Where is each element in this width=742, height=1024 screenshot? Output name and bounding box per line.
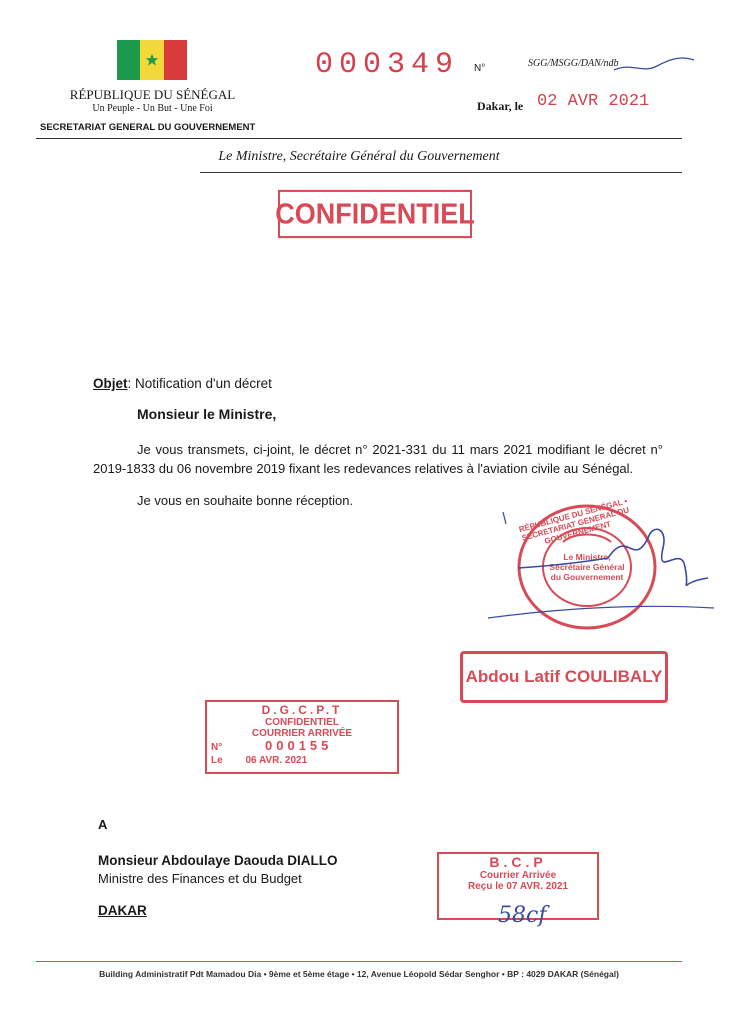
arrival-date-value: 06 AVR. 2021 xyxy=(245,755,308,766)
arrival-stamp-line-1: D.G.C.P.T xyxy=(261,703,343,717)
salutation: Monsieur le Ministre, xyxy=(137,406,277,422)
arrival-stamp-number xyxy=(211,739,397,755)
star-icon xyxy=(145,53,159,67)
date-stamp: 02 AVR 2021 xyxy=(537,92,650,111)
recipient-title: Ministre des Finances et du Budget xyxy=(98,871,302,886)
recipient-city: DAKAR xyxy=(98,903,147,918)
arrival-date-label: Le xyxy=(211,755,223,766)
arrival-stamp-date xyxy=(211,755,397,767)
footer-address: Building Administratif Pdt Mamadou Dia • 9ème et 5ème étage • 12, Avenue Léopold Sédar Senghor • BP : 4029 DAKAR (Sénégal) xyxy=(99,969,619,979)
flag-green-stripe xyxy=(117,40,140,80)
object-line xyxy=(93,374,272,393)
arrival-stamp-line-3: COURRIER ARRIVÉE xyxy=(251,728,353,739)
bcp-line-2: Courrier Arrivée xyxy=(479,870,557,881)
reference: SGG/MSGG/DAN/ndb xyxy=(528,58,619,69)
paragraph-2: Je vous en souhaite bonne réception. xyxy=(137,493,354,508)
recipient-name: Monsieur Abdoulaye Daouda DIALLO xyxy=(98,853,338,868)
signature-icon xyxy=(478,508,718,628)
secretariat-title: SECRETARIAT GENERAL DU GOUVERNEMENT xyxy=(40,122,256,133)
bcp-handwritten: 58cf xyxy=(498,903,547,928)
recipient-prefix: A xyxy=(98,817,108,832)
header-divider-2 xyxy=(200,172,682,173)
senegal-flag xyxy=(117,40,187,80)
seal-ring-label: RÉPUBLIQUE DU SÉNÉGAL • SECRETARIAT GENERAL DU GOUVERNEMENT xyxy=(517,496,631,546)
bcp-line-1: B.C.P xyxy=(489,854,547,870)
object-label: Objet xyxy=(93,376,128,391)
flag-yellow-stripe xyxy=(140,40,163,80)
bcp-line-3: Reçu le 07 AVR. 2021 xyxy=(467,881,569,892)
signatory-stamp: Abdou Latif COULIBALY xyxy=(460,651,668,703)
seal-center-line-1: Le Ministre, xyxy=(563,552,611,562)
motto: Un Peuple - Un But - Une Foi xyxy=(92,103,213,114)
initials-scribble-icon xyxy=(612,52,697,78)
republic-title: RÉPUBLIQUE DU SÉNÉGAL xyxy=(69,87,236,102)
arrival-stamp-line-2: CONFIDENTIEL xyxy=(265,717,339,728)
confidential-stamp: CONFIDENTIEL xyxy=(278,190,472,238)
document-number: 000349 xyxy=(315,48,460,82)
arrival-number-label: N° xyxy=(211,742,223,753)
minister-line: Le Ministre, Secrétaire Général du Gouvernement xyxy=(218,149,500,164)
place-label: Dakar, le xyxy=(477,99,524,113)
arrival-number-value: 000155 xyxy=(265,738,333,753)
footer-divider xyxy=(36,961,682,962)
flag-red-stripe xyxy=(164,40,187,80)
arrival-stamp xyxy=(205,700,399,774)
paragraph-1: Je vous transmets, ci-joint, le décret n° 2021-331 du 11 mars 2021 modifiant le décret n° 2019-1833 du 06 novembre 2019 fixant les redevances relatives à l'aviation civile au Sénégal. xyxy=(93,442,663,476)
object-text: : Notification d'un décret xyxy=(127,376,272,391)
seal-center-line-3: du Gouvernement xyxy=(550,572,624,582)
header-divider xyxy=(36,138,682,139)
seal-center-line-2: Secrétaire Général xyxy=(549,562,625,572)
number-label: N° xyxy=(474,63,486,74)
